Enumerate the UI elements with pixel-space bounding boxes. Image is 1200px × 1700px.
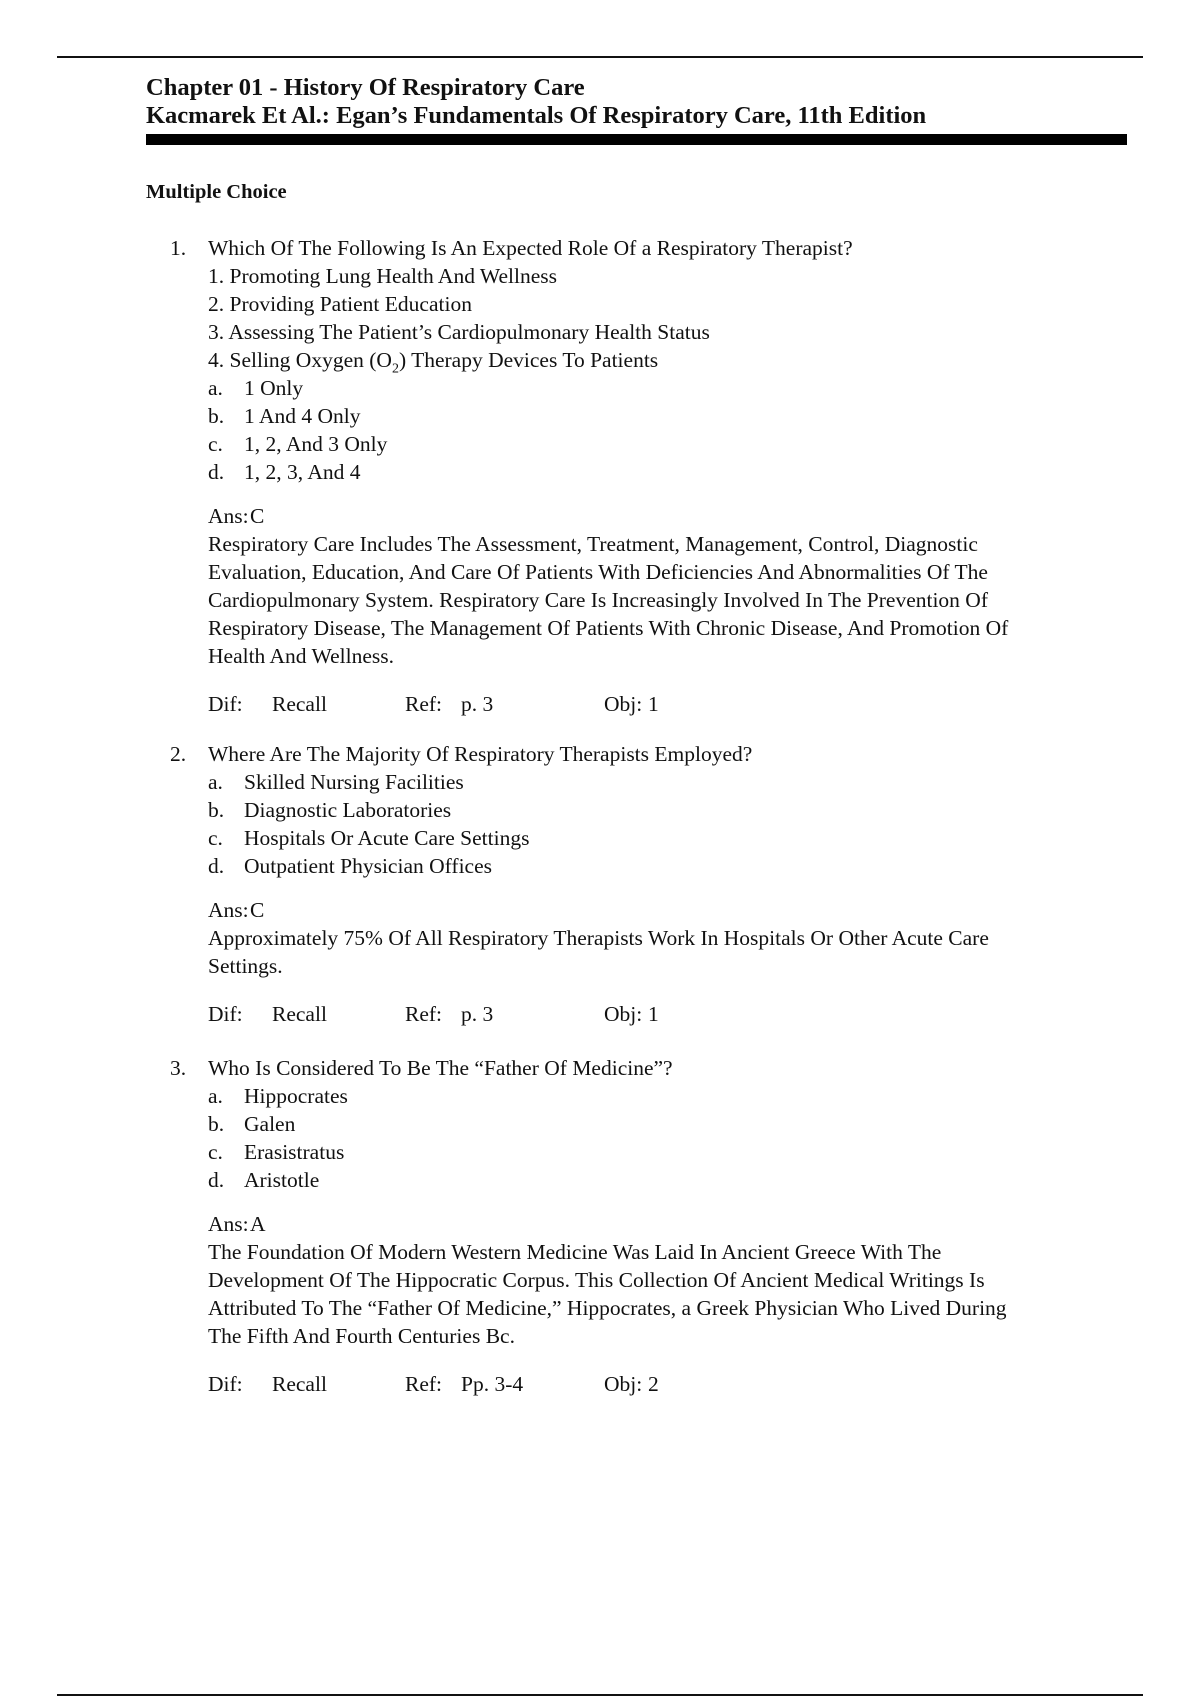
question-text: Who Is Considered To Be The “Father Of Medicine”?: [208, 1056, 673, 1080]
question-number: 3.: [170, 1056, 187, 1080]
objective: 2: [648, 1372, 659, 1396]
answer-key: Ans:C: [208, 898, 265, 922]
objective: 1: [648, 692, 659, 716]
question-number: 2.: [170, 742, 187, 766]
section-title: Multiple Choice: [146, 181, 287, 203]
rationale: Respiratory Care Includes The Assessment, Treatment, Management, Control, Diagnostic Evaluation, Education, And Care Of Patients With Deficiencies And Abnormalities Of The Cardiopulmonary System. Respiratory Care Is Increasingly Involved In The Prevention Of Respiratory Disease, The Management Of Patients With Chronic Disease, And Promotion Of Health And Wellness.: [208, 532, 1009, 668]
difficulty: Recall: [272, 1002, 327, 1026]
answer-option-a: a. Skilled Nursing Facilities: [208, 770, 464, 794]
question-number: 1.: [170, 236, 187, 260]
bottom-rule: [57, 1694, 1143, 1696]
reference: p. 3: [461, 1002, 494, 1026]
question-text: Where Are The Majority Of Respiratory Therapists Employed?: [208, 742, 753, 766]
question-metadata: Dif: Recall Ref: p. 3 Obj: 1: [208, 692, 659, 716]
reference: Pp. 3-4: [461, 1372, 524, 1396]
answer-option-c: c. 1, 2, And 3 Only: [208, 432, 388, 456]
answer-option-d: d. Aristotle: [208, 1168, 320, 1192]
answer-option-b: b. Galen: [208, 1112, 296, 1136]
book-title: Kacmarek Et Al.: Egan’s Fundamentals Of Respiratory Care, 11th Edition: [146, 102, 927, 129]
answer-option-a: a. Hippocrates: [208, 1084, 348, 1108]
answer-option-b: b. Diagnostic Laboratories: [208, 798, 452, 822]
answer-key: Ans:A: [208, 1212, 266, 1236]
question-3: [170, 1054, 1120, 1398]
question-1: [170, 234, 1120, 718]
difficulty: Recall: [272, 1372, 327, 1396]
objective: 1: [648, 1002, 659, 1026]
question-text: Which Of The Following Is An Expected Role Of a Respiratory Therapist?: [208, 236, 853, 260]
statement-item: 4. Selling Oxygen $(O_2)$ Therapy Devices To Patients: [208, 348, 659, 377]
reference: p. 3: [461, 692, 494, 716]
answer-option-c: c. Erasistratus: [208, 1140, 345, 1164]
answer-key: Ans:C: [208, 504, 265, 528]
statement-item: 3. Assessing The Patient’s Cardiopulmonary Health Status: [208, 320, 710, 344]
top-rule: [57, 56, 1143, 58]
answer-option-d: d. 1, 2, 3, And 4: [208, 460, 361, 484]
answer-option-d: d. Outpatient Physician Offices: [208, 854, 492, 878]
answer-option-c: c. Hospitals Or Acute Care Settings: [208, 826, 530, 850]
question-metadata: Dif: Recall Ref: p. 3 Obj: 1: [208, 1002, 659, 1026]
chapter-title: Chapter 01 - History Of Respiratory Care: [146, 74, 585, 101]
rationale: Approximately 75% Of All Respiratory Therapists Work In Hospitals Or Other Acute Care Settings.: [208, 926, 989, 978]
answer-option-a: a. 1 Only: [208, 376, 304, 400]
question-metadata: Dif: Recall Ref: Pp. 3-4 Obj: 2: [208, 1372, 659, 1396]
statement-item: 1. Promoting Lung Health And Wellness: [208, 264, 558, 288]
question-2: [170, 740, 1120, 1028]
document-header: [146, 74, 1126, 130]
header-bar: [146, 134, 1127, 145]
rationale: The Foundation Of Modern Western Medicine Was Laid In Ancient Greece With The Development Of The Hippocratic Corpus. This Collection Of Ancient Medical Writings Is Attributed To The “Father Of Medicine,” Hippocrates, a Greek Physician Who Lived During The Fifth And Fourth Centuries Bc.: [208, 1240, 1007, 1348]
answer-option-b: b. 1 And 4 Only: [208, 404, 361, 428]
statement-item: 2. Providing Patient Education: [208, 292, 472, 316]
difficulty: Recall: [272, 692, 327, 716]
